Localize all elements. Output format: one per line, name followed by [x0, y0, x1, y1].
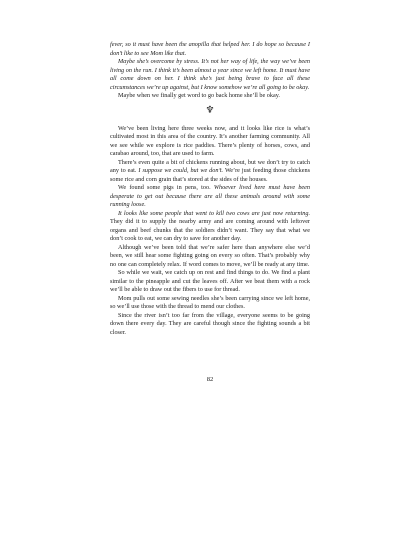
- page-number: 82: [206, 376, 214, 383]
- paragraph: Mom pulls out some sewing needles she’s been carrying since we left home, so we’ll use those with the thread to mend our clothes.: [110, 294, 310, 310]
- paragraph: Since the river isn’t too far from the village, everyone seems to be going down there every day. They are careful though since the fighting sounds a bit closer.: [110, 311, 310, 336]
- body-text: [110, 41, 310, 337]
- paragraph: Maybe she’s overcome by stress. It’s not her way of life, the way we’ve been living on the run. I think it’s been almost a year since we left home. It must have all come down on her. I think she’s just being brave to face all these circumstances we’re up against, but I know somehow we’re all going to be okay.: [110, 58, 310, 91]
- section-break-ornament-icon: ♆: [205, 104, 215, 116]
- paragraph: fever, so it must have been the anopilla that helped her. I do hope so because I don’t like to see Mom like that.: [110, 41, 310, 57]
- paragraph: We’ve been living here three weeks now, and it looks like rice is what’s cultivated most in this area of the country. It’s another farming community. All we see while we explore is rice paddies. There’s plenty of horses, cows, and carabao around, too, that are used to farm.: [110, 124, 310, 157]
- paragraph: Maybe when we finally get word to go back home she’ll be okay.: [118, 92, 280, 99]
- paragraph: There’s even quite a bit of chickens running about, but we don’t try to catch any to eat. I suppose we could, but we don’t. We’re just feeding those chickens some rice and corn grain that’s stored at the sides of the houses.: [110, 158, 310, 183]
- paragraph: So while we wait, we catch up on rest and find things to do. We find a plant similar to the pineapple and cut the leaves off. After we beat them with a rock we’ll be able to draw out the fibers to use for thread.: [110, 269, 310, 293]
- paragraph: We found some pigs in pens, too. Whoever lived here must have been desperate to get out because there are all these animals around with some running loose.: [110, 184, 311, 208]
- paragraph: It looks like some people that went to kill two cows are just now returning. They did it to supply the nearby army and are coming around with leftover organs and beef chunks that the soldiers didn’t want. They say that what we don’t cook to eat, we can dry to save for another day.: [110, 209, 310, 242]
- paragraph: Although we’ve been told that we’re safer here than anywhere else we’d been, we still hear some fighting going on every so often. That’s probably why no one can completely relax. If word comes to move, we’ll be ready at any time.: [110, 243, 310, 268]
